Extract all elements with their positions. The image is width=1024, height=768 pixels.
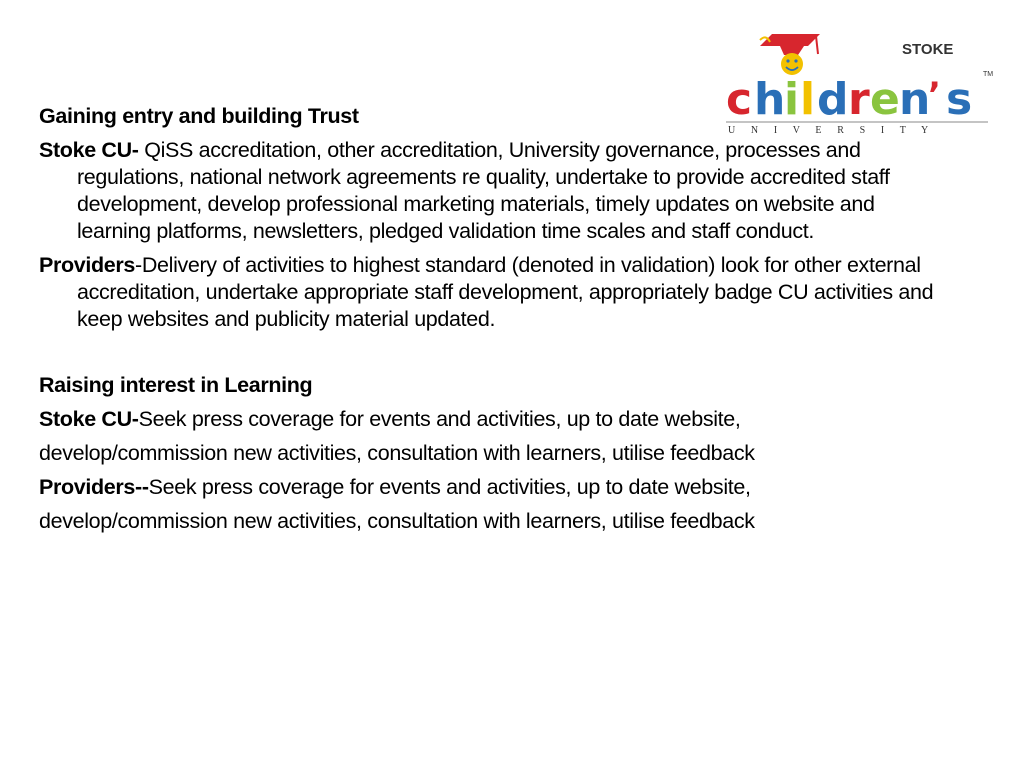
entry-text: develop/commission new activities, consultation with learners, utilise feedback: [39, 441, 755, 465]
entry-text: -Delivery of activities to highest standard (denoted in validation) look for other external accreditation, undertake appropriate staff development, appropriately badge CU activities and keep websites and publicity material updated.: [77, 253, 934, 331]
logo-stoke-text: STOKE: [902, 41, 954, 58]
logo-letter-r: r: [848, 74, 870, 125]
entry-providers-learning-continued: [39, 508, 939, 535]
entry-label: Providers: [39, 253, 136, 277]
logo-trademark-text: TM: [983, 71, 994, 78]
logo-letter-h: h: [754, 74, 786, 125]
entry-stoke-cu-learning: [39, 406, 939, 433]
slide-body: [39, 103, 939, 542]
entry-label: Stoke CU-: [39, 138, 145, 162]
entry-stoke-cu-trust: [39, 137, 939, 245]
entry-text: Seek press coverage for events and activities, up to date website,: [148, 475, 751, 499]
logo-letter-n: n: [899, 74, 931, 125]
entry-text: QiSS accreditation, other accreditation, University governance, processes and regulations, national network agreements re quality, undertake to provide accredited staff development, develop professional marketing materials, timely updates on website and learning platforms, newsletters, pledged validation time scales and staff conduct.: [77, 138, 890, 243]
logo-apostrophe: ’: [928, 75, 941, 115]
logo-letter-c: c: [726, 74, 753, 125]
entry-label: Stoke CU-: [39, 407, 139, 431]
entry-text: Seek press coverage for events and activities, up to date website,: [138, 407, 741, 431]
section-heading-learning: Raising interest in Learning: [39, 373, 313, 397]
logo-letter-e: e: [870, 74, 900, 125]
section-heading-trust: Gaining entry and building Trust: [39, 104, 359, 128]
entry-providers-trust: [39, 252, 939, 333]
logo-letter-l: l: [800, 74, 816, 125]
graduation-cap-icon: [760, 34, 820, 55]
smiley-face-icon: [781, 53, 803, 75]
entry-stoke-cu-learning-continued: [39, 440, 939, 467]
logo-letter-s: s: [946, 74, 973, 125]
logo-university-text: U N I V E R S I T Y: [728, 125, 935, 136]
entry-text: develop/commission new activities, consultation with learners, utilise feedback: [39, 509, 755, 533]
logo-letter-d: d: [817, 74, 849, 125]
logo-letter-i: i: [784, 74, 800, 125]
entry-providers-learning: [39, 474, 939, 501]
section-spacer: [39, 340, 939, 372]
entry-label: Providers--: [39, 475, 149, 499]
